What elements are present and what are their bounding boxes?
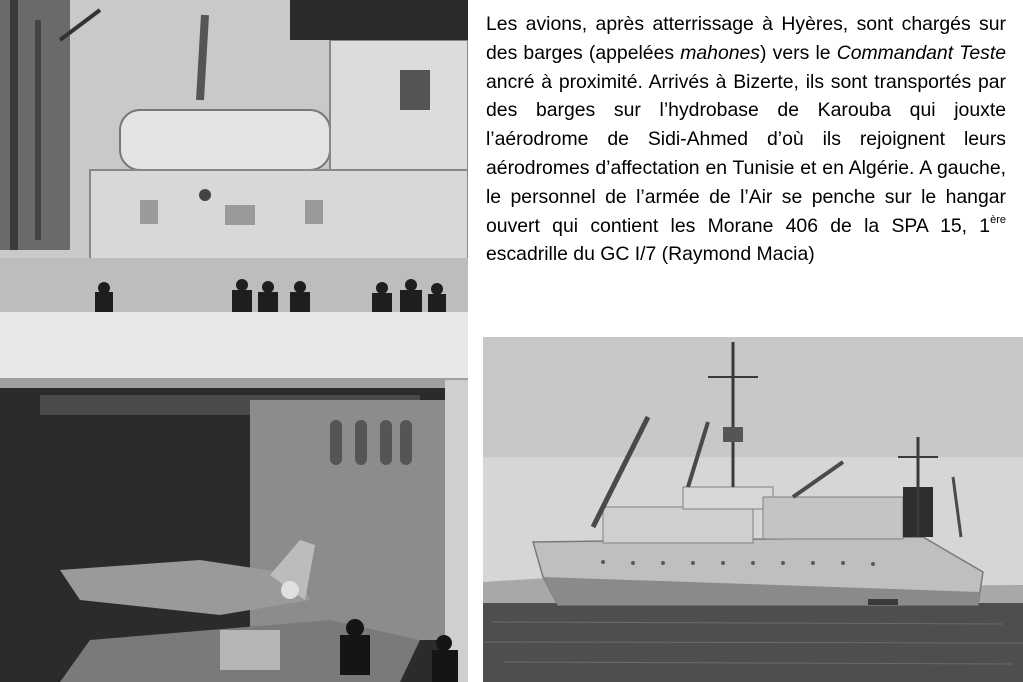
- ship-photo-drawing: [483, 337, 1023, 682]
- ship-at-anchor-photo: [483, 337, 1023, 682]
- hangar-photo: [0, 0, 468, 682]
- photo-caption: [486, 10, 1006, 269]
- caption-text-2: ) vers le: [760, 41, 837, 64]
- caption-italic-mahones: mahones: [680, 41, 761, 64]
- caption-superscript: ère: [990, 214, 1006, 227]
- caption-text-4: escadrille du GC I/7 (Raymond Macia): [486, 243, 815, 266]
- hangar-photo-drawing: [0, 0, 468, 682]
- caption-text-1: Les avions, après atterrissage à Hyères, sont chargés sur des barges (appelées: [486, 13, 1006, 64]
- caption-text-3: ancré à proximité. Arrivés à Bizerte, ils sont transportés par des barges sur l’hydrobase de Karouba qui jouxte l’aérodrome de Sidi-Ahmed d’où ils rejoignent leurs aérodromes d’affectation en Tunisie et en Algérie. A gauche, le personnel de l’armée de l’Air se penche sur le hangar ouvert qui contient les Morane 406 de la SPA 15, 1: [486, 70, 1006, 237]
- caption-italic-ship-name: Commandant Teste: [836, 41, 1006, 64]
